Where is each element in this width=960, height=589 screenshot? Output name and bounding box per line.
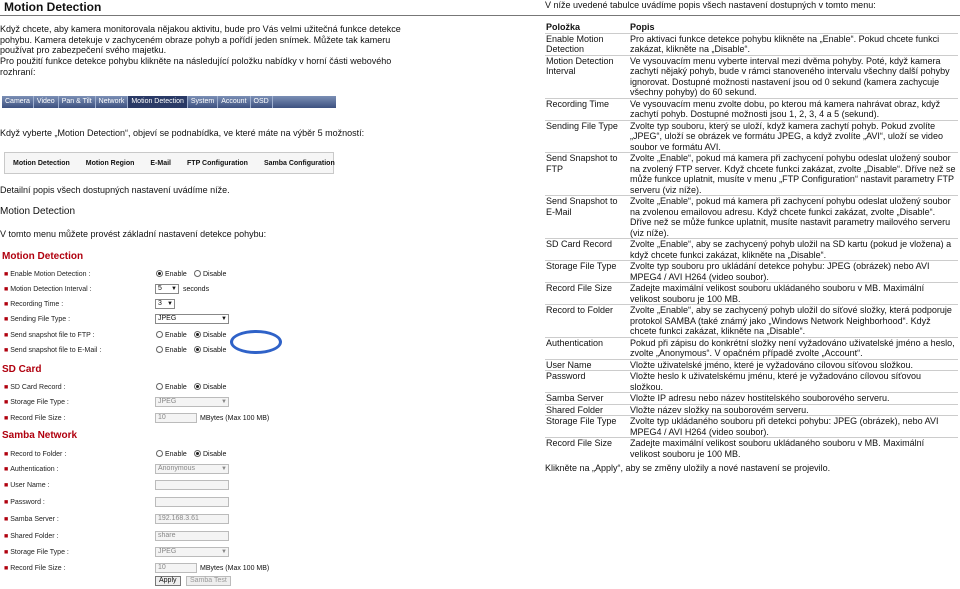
samba-file-type-select[interactable]: JPEG ▼ <box>155 547 229 557</box>
radio-md-enable[interactable]: Enable <box>156 270 187 279</box>
row-recording-time: ■ Recording Time : <box>4 301 64 308</box>
table-cell-item: Record to Folder <box>546 305 614 315</box>
sd-file-type-select[interactable]: JPEG ▼ <box>155 397 229 407</box>
table-cell-item: Record File Size <box>546 438 613 448</box>
samba-server-field[interactable]: 192.168.3.61 <box>155 514 229 524</box>
table-cell-item: Password <box>546 371 586 381</box>
settings-heading-motion-detection: Motion Detection <box>2 251 84 262</box>
table-cell-item: Storage File Type <box>546 261 617 271</box>
row-enable-motion-detection: ■ Enable Motion Detection : <box>4 271 91 278</box>
table-row <box>545 438 958 460</box>
settings-screenshot <box>0 250 300 589</box>
radio-email-enable[interactable]: Enable <box>156 346 187 355</box>
label-samba-filesize: Record File Size : <box>10 565 66 572</box>
col-header-item: Položka <box>546 22 581 32</box>
nav-item-osd[interactable]: OSD <box>251 96 273 108</box>
table-row <box>545 33 958 55</box>
shared-folder-field[interactable]: share <box>155 531 229 541</box>
row-sending-file-type: ■ Sending File Type : <box>4 316 71 323</box>
table-cell-desc: Pro aktivaci funkce detekce pohybu klikněte na „Enable“. Pokud chcete funkci zakázat, klikněte na „Disable“. <box>630 33 940 54</box>
nav-item-pan-tilt[interactable]: Pan & Tilt <box>59 96 96 108</box>
submenu-ftp-configuration[interactable]: FTP Configuration <box>187 159 248 167</box>
table-cell-item: Sending File Type <box>546 120 618 131</box>
nav-item-motion-detection[interactable]: Motion Detection <box>128 96 188 108</box>
table-cell-desc: Zvolte „Enable“, aby se zachycený pohyb uložil na SD kartu (pokud je vložena) a když chcete funkci zakázat, klikněte na „Disable“. <box>630 239 952 260</box>
radio-email-disable[interactable]: Disable <box>194 346 226 355</box>
samba-mbytes-label: MBytes (Max 100 MB) <box>200 565 270 572</box>
sd-mbytes-label: MBytes (Max 100 MB) <box>200 415 270 422</box>
table-row <box>545 261 958 283</box>
label-sd-record: SD Card Record : <box>10 384 66 391</box>
label-snap-ftp: Send snapshot file to FTP : <box>10 332 95 339</box>
table-cell-desc: Zvolte „Enable“, pokud má kamera při zachycení pohybu odeslat uložený soubor na zvolený FTP server. Když chcete funkci zakázat, zvolte „Disable“. Dříve než se může funkce uplatnit, musíte v menu „FTP Configuration“ nastavit parametry FTP serveru (viz níže). <box>630 153 956 195</box>
table-cell-desc: Vložte heslo k uživatelskému jménu, které je vyžadováno cílovou síťovou složkou. <box>630 371 922 392</box>
label-recording-time: Recording Time : <box>10 301 64 308</box>
table-cell-item: User Name <box>546 359 592 370</box>
table-cell-item: Recording Time <box>546 98 610 109</box>
table-cell-desc: Zadejte maximální velikost souboru ukládaného souboru v MB. Maximální velikost souboru je 100 MB. <box>630 283 925 304</box>
table-row <box>545 239 958 261</box>
label-interval: Motion Detection Interval : <box>10 286 92 293</box>
table-cell-item: Record File Size <box>546 283 613 293</box>
title-divider <box>0 15 535 16</box>
submenu-samba-configuration[interactable]: Samba Configuration <box>263 159 335 167</box>
row-shared-folder: ■ Shared Folder : <box>4 533 59 540</box>
radio-samba-disable[interactable]: Disable <box>194 450 226 459</box>
table-row <box>545 337 958 359</box>
row-samba-filesize: ■ Record File Size : <box>4 565 66 572</box>
submenu-email[interactable]: E-Mail <box>150 159 172 167</box>
table-cell-item: Send Snapshot to E-Mail <box>546 196 618 217</box>
nav-menu-bar <box>2 96 336 108</box>
settings-heading-samba: Samba Network <box>2 430 78 441</box>
password-field[interactable] <box>155 497 229 507</box>
table-row <box>545 153 958 196</box>
table-cell-desc: Zvolte typ ukládaného souboru při detekci pohybu: JPEG (obrázek), nebo AVI MPEG4 / AVI H264 (video soubor). <box>630 416 939 437</box>
table-cell-desc: Pokud při zápisu do konkrétní složky není vyžadováno uživatelské jméno a heslo, zvolte „Anonymous“. V opačném případě zvolte „Account“. <box>630 337 955 358</box>
row-authentication: ■ Authentication : <box>4 466 59 473</box>
label-authentication: Authentication : <box>10 466 59 473</box>
table-cell-desc: Ve vysouvacím menu vyberte interval mezi dvěma pohyby. Poté, když kamera zachytí nějaký pohyb, bude v rámci stanoveného intervalu všechny další pohyby ignorovat. Dostupné možnosti nastavení jsou od 0 sekund (kamera zachycuje všechny pohyby) do 60 sekund. <box>630 55 950 97</box>
label-enable-motion-detection: Enable Motion Detection : <box>10 271 91 278</box>
apply-button[interactable]: Apply <box>155 576 181 586</box>
menu-paragraph: V tomto menu můžete provést základní nastavení detekce pohybu: <box>0 229 267 239</box>
table-cell-desc: Ve vysouvacím menu zvolte dobu, po kterou má kamera nahrávat obraz, když zachytí pohyb. Dostupné možnosti jsou 1, 2, 3, 4 a 5 (sekund). <box>630 98 941 119</box>
label-sending-file-type: Sending File Type : <box>10 316 71 323</box>
label-samba-record: Record to Folder : <box>10 451 67 458</box>
right-column <box>545 0 960 589</box>
radio-sd-disable[interactable]: Disable <box>194 383 226 392</box>
intro-paragraph-2: Pro použití funkce detekce pohybu klikněte na následující položku nabídky v horní části webového rozhraní: <box>0 56 392 77</box>
row-username: ■ User Name : <box>4 482 50 489</box>
table-row <box>545 416 958 438</box>
row-password: ■ Password : <box>4 499 45 506</box>
table-cell-desc: Vložte název složky na souborovém serveru. <box>630 404 809 415</box>
table-row <box>545 393 958 405</box>
nav-item-system[interactable]: System <box>188 96 218 108</box>
detail-paragraph: Detailní popis všech dostupných nastavení uvádíme níže. <box>0 185 230 195</box>
samba-size-field[interactable]: 10 <box>155 563 197 573</box>
interval-select[interactable]: 5 ▼ <box>155 284 179 294</box>
table-row <box>545 55 958 98</box>
submenu-bar <box>4 152 334 174</box>
nav-item-camera[interactable]: Camera <box>2 96 34 108</box>
nav-item-account[interactable]: Account <box>218 96 250 108</box>
row-samba-storage: ■ Storage File Type : <box>4 549 69 556</box>
table-cell-desc: Vložte IP adresu nebo název hostitelského souborového serveru. <box>630 393 890 403</box>
row-samba-server: ■ Samba Server : <box>4 516 59 523</box>
radio-ftp-disable[interactable]: Disable <box>194 331 226 340</box>
table-cell-item: Shared Folder <box>546 404 604 415</box>
table-cell-desc: Vložte uživatelské jméno, které je vyžadováno cílovou síťovou složkou. <box>630 359 914 370</box>
table-cell-desc: Zvolte typ souboru pro ukládání detekce pohybu: JPEG (obrázek) nebo AVI MPEG4 / AVI H264 (video soubor). <box>630 261 930 282</box>
table-row <box>545 283 958 305</box>
table-cell-desc: Zvolte „Enable“, pokud má kamera při zachycení pohybu odeslat uložený soubor na zvolenou emailovou adresu. Když chcete funkci zakázat, zvolte „Disable“. Dříve než se může funkce uplatnit, musíte nastavit parametry mailového serveru (viz níže). <box>630 196 951 238</box>
label-sd-filesize: Record File Size : <box>10 415 66 422</box>
label-password: Password : <box>10 499 45 506</box>
row-samba-record: ■ Record to Folder : <box>4 451 67 458</box>
settings-heading-sd-card: SD Card <box>2 364 42 375</box>
row-sd-filesize: ■ Record File Size : <box>4 415 66 422</box>
table-cell-desc: Zvolte „Enable“, aby se zachycený pohyb uložil do síťové složky, která podporuje protokol SAMBA (také známý jako „Windows Network Neighborhood“. Když chcete funkci zakázat, klikněte na „Disable“. <box>630 305 952 336</box>
table-header-row <box>545 22 958 33</box>
seconds-label: seconds <box>183 286 210 293</box>
section-heading: Motion Detection <box>0 206 76 217</box>
samba-test-button[interactable]: Samba Test <box>186 576 231 586</box>
label-sd-storage: Storage File Type : <box>10 399 69 406</box>
row-sd-storage: ■ Storage File Type : <box>4 399 69 406</box>
radio-samba-enable[interactable]: Enable <box>156 450 187 459</box>
table-row <box>545 305 958 338</box>
label-snap-email: Send snapshot file to E-Mail : <box>10 347 102 354</box>
file-type-select[interactable]: JPEG ▼ <box>155 314 229 324</box>
table-cell-desc: Zadejte maximální velikost souboru ukládaného souboru v MB. Maximální velikost souboru je 100 MB. <box>630 438 925 459</box>
row-snap-email: ■ Send snapshot file to E-Mail : <box>4 347 102 354</box>
sd-size-field[interactable]: 10 <box>155 413 197 423</box>
submenu-motion-detection[interactable]: Motion Detection <box>13 159 70 167</box>
table-cell-item: Motion Detection Interval <box>546 55 614 76</box>
nav-item-network[interactable]: Network <box>96 96 129 108</box>
table-row <box>545 98 958 120</box>
radio-md-disable[interactable]: Disable <box>194 270 226 279</box>
username-field[interactable] <box>155 480 229 490</box>
recording-time-select[interactable]: 3 ▼ <box>155 299 175 309</box>
apply-instruction: Klikněte na „Apply“, aby se změny uložily a nové nastavení se projevilo. <box>545 463 831 473</box>
table-cell-desc: Zvolte typ souboru, který se uloží, když kamera zachytí pohyb. Pokud zvolíte „JPEG“, uloží se obrázek ve formátu JPEG, a když zvolíte „AVI“, uloží se video soubor ve formátu AVI. <box>630 120 943 152</box>
row-interval: ■ Motion Detection Interval : <box>4 286 92 293</box>
submenu-motion-region[interactable]: Motion Region <box>85 159 135 167</box>
label-username: User Name : <box>10 482 50 489</box>
table-cell-item: Send Snapshot to FTP <box>546 153 618 174</box>
table-cell-item: Storage File Type <box>546 416 617 426</box>
row-snap-ftp: ■ Send snapshot file to FTP : <box>4 332 95 339</box>
radio-sd-enable[interactable]: Enable <box>156 383 187 392</box>
authentication-select[interactable]: Anonymous ▼ <box>155 464 229 474</box>
page-title: Motion Detection <box>4 0 102 14</box>
table-row <box>545 196 958 239</box>
row-sd-record: ■ SD Card Record : <box>4 384 66 391</box>
select-paragraph: Když vyberte „Motion Detection“, objeví se podnabídka, ve které máte na výběr 5 možností: <box>0 128 365 138</box>
header-divider <box>535 15 960 16</box>
table-cell-item: Enable Motion Detection <box>546 33 604 54</box>
table-cell-item: Authentication <box>546 337 604 348</box>
nav-item-video[interactable]: Video <box>34 96 59 108</box>
table-intro: V níže uvedené tabulce uvádíme popis všech nastavení dostupných v tomto menu: <box>545 0 876 10</box>
table-row <box>545 404 958 416</box>
settings-description-table <box>545 22 958 459</box>
label-shared-folder: Shared Folder : <box>10 533 59 540</box>
intro-paragraph: Když chcete, aby kamera monitorovala nějakou aktivitu, bude pro Vás velmi užitečná funkce detekce pohybu. Kamera detekuje v zachyceném obraze pohyb a pořídí jeden snímek. Můžete tak kameru používat pro zabezpečení svého majetku. <box>0 24 401 55</box>
table-row <box>545 371 958 393</box>
col-header-desc: Popis <box>630 22 655 32</box>
table-row <box>545 359 958 371</box>
radio-ftp-enable[interactable]: Enable <box>156 331 187 340</box>
table-row <box>545 120 958 153</box>
table-cell-item: SD Card Record <box>546 239 613 249</box>
table-cell-item: Samba Server <box>546 393 604 403</box>
label-samba-server: Samba Server : <box>10 516 59 523</box>
highlight-circle <box>230 330 282 354</box>
label-samba-storage: Storage File Type : <box>10 549 69 556</box>
